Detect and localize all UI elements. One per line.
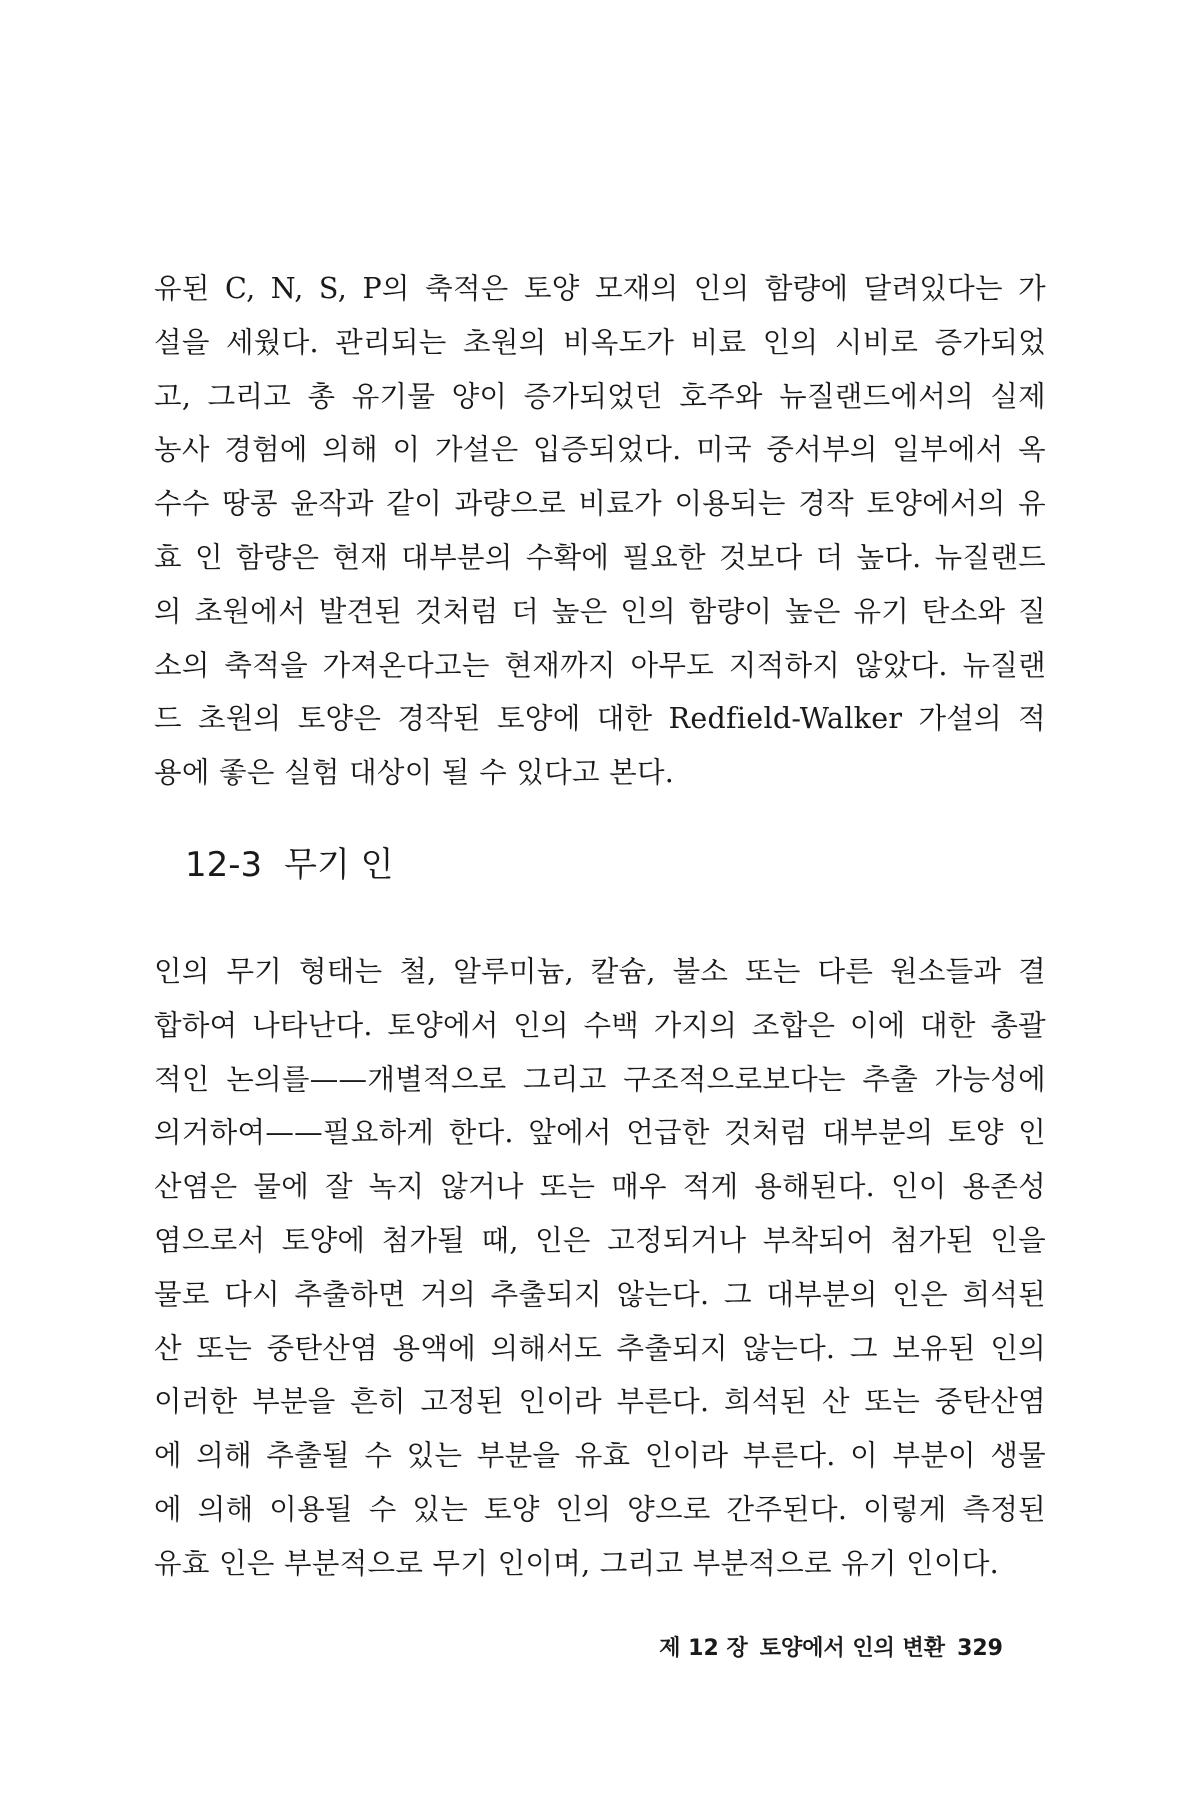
text-line: 염으로서 토양에 첨가될 때, 인은 고정되거나 부착되어 첨가된 인을: [154, 1223, 1046, 1257]
text-line: 드 초원의 토양은 경작된 토양에 대한 Redfield-Walker 가설의 적: [154, 702, 1046, 736]
text-line: 이러한 부분을 흔히 고정된 인이라 부른다. 희석된 산 또는 중탄산염: [154, 1385, 1046, 1419]
text-line: 농사 경험에 의해 이 가설은 입증되었다. 미국 중서부의 일부에서 옥: [154, 433, 1046, 467]
text-line: 고, 그리고 총 유기물 양이 증가되었던 호주와 뉴질랜드에서의 실제: [154, 379, 1046, 413]
text-line: 소의 축적을 가져온다고는 현재까지 아무도 지적하지 않았다. 뉴질랜: [154, 648, 1046, 682]
text-line: 산염은 물에 잘 녹지 않거나 또는 매우 적게 용해된다. 인이 용존성: [154, 1170, 1046, 1204]
text-line: 인의 무기 형태는 철, 알루미늄, 칼슘, 불소 또는 다른 원소들과 결: [154, 955, 1046, 988]
text-line: 설을 세웠다. 관리되는 초원의 비옥도가 비료 인의 시비로 증가되었: [154, 325, 1046, 359]
footer-title: 토양에서 인의 변환: [759, 1636, 946, 1661]
text-line: 합하여 나타난다. 토양에서 인의 수백 가지의 조합은 이에 대한 총괄: [154, 1008, 1046, 1042]
paragraph-2: [154, 945, 1046, 1591]
text-line: 에 의해 이용될 수 있는 토양 인의 양으로 간주된다. 이렇게 측정된: [154, 1492, 1046, 1526]
section-number: 12-3: [185, 845, 263, 885]
text-line: 수수 땅콩 윤작과 같이 과량으로 비료가 이용되는 경작 토양에서의 유: [154, 487, 1046, 521]
section-title: 무기 인: [284, 845, 394, 885]
paragraph-1: [154, 262, 1046, 800]
text-line: 의거하여——필요하게 한다. 앞에서 언급한 것처럼 대부분의 토양 인: [154, 1116, 1046, 1150]
running-footer: [659, 1635, 1003, 1663]
text-line: 물로 다시 추출하면 거의 추출되지 않는다. 그 대부분의 인은 희석된: [154, 1277, 1046, 1311]
text-line: 유된 C, N, S, P의 축적은 토양 모재의 인의 함량에 달려있다는 가: [154, 272, 1046, 305]
page-number: 329: [957, 1636, 1003, 1661]
text-line: 적인 논의를——개별적으로 그리고 구조적으로보다는 추출 가능성에: [154, 1062, 1046, 1096]
text-line: 효 인 함량은 현재 대부분의 수확에 필요한 것보다 더 높다. 뉴질랜드: [154, 540, 1046, 574]
text-line: 의 초원에서 발견된 것처럼 더 높은 인의 함량이 높은 유기 탄소와 질: [154, 594, 1046, 628]
text-line: 유효 인은 부분적으로 무기 인이며, 그리고 부분적으로 유기 인이다.: [154, 1546, 1000, 1580]
footer-chapter: 제 12 장: [659, 1636, 748, 1661]
text-line: 에 의해 추출될 수 있는 부분을 유효 인이라 부른다. 이 부분이 생물: [154, 1439, 1046, 1473]
text-line: 용에 좋은 실험 대상이 될 수 있다고 본다.: [154, 756, 675, 790]
section-heading: [185, 845, 394, 885]
text-line: 산 또는 중탄산염 용액에 의해서도 추출되지 않는다. 그 보유된 인의: [154, 1331, 1046, 1365]
